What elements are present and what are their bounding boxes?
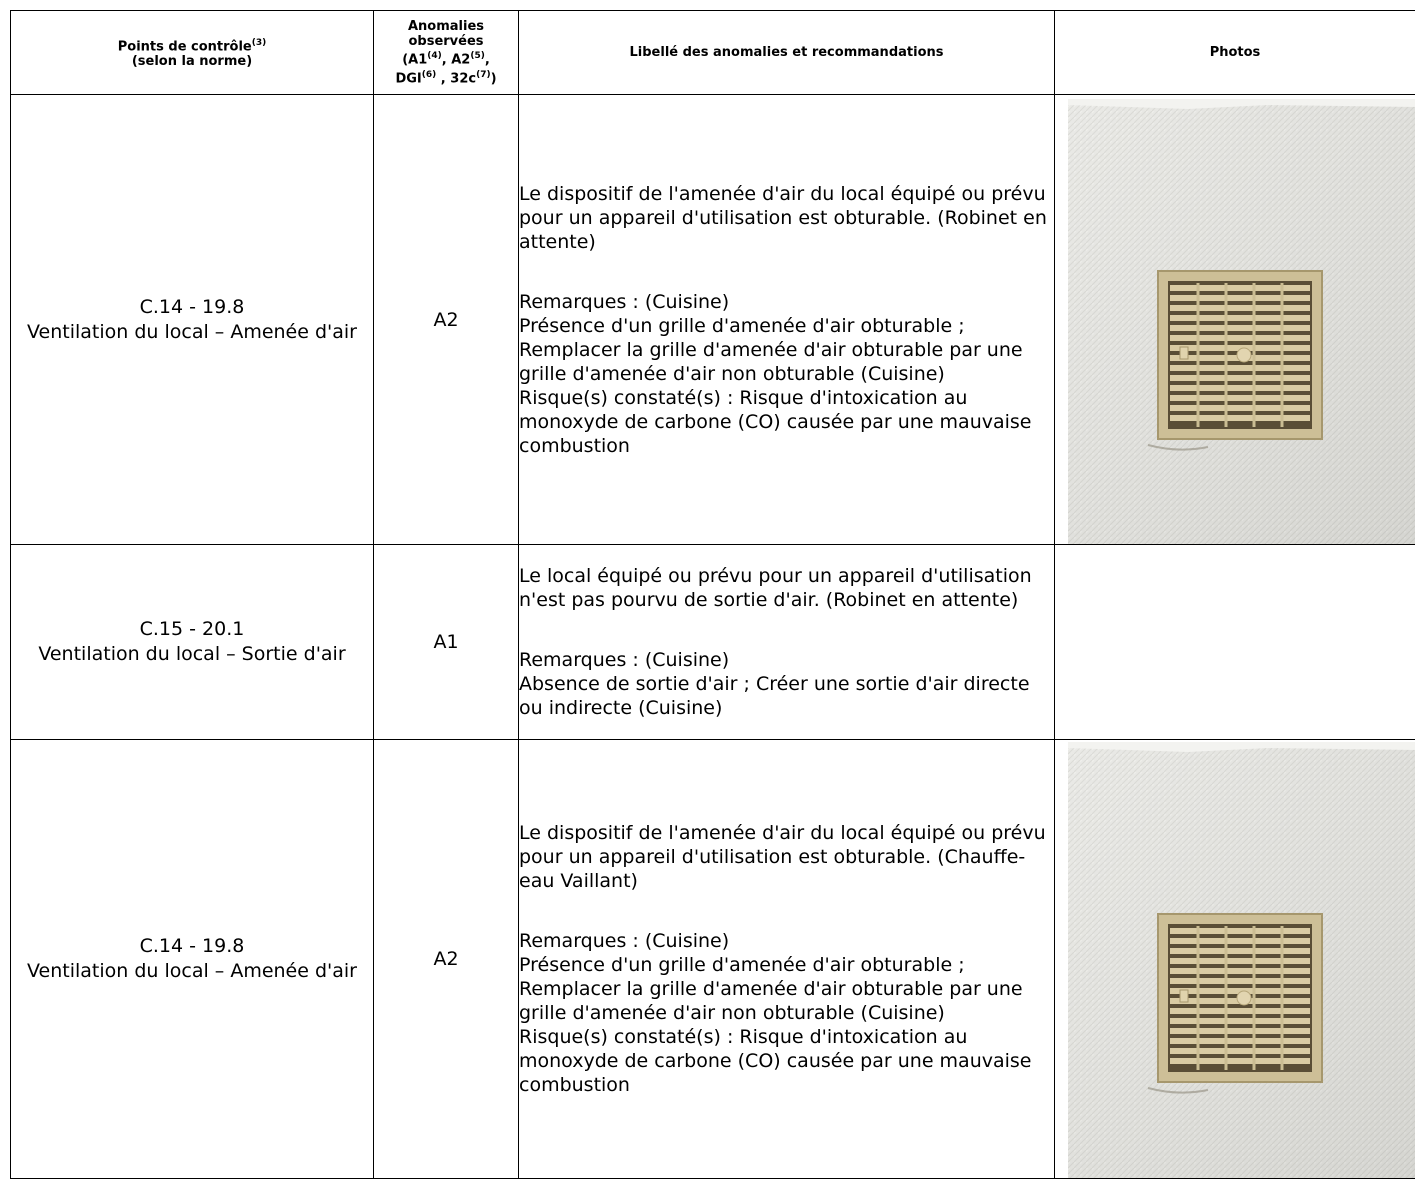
description-cell	[519, 545, 1055, 740]
description-cell	[519, 740, 1055, 1179]
header-text: observées	[374, 34, 518, 49]
header-anomalies	[374, 11, 519, 95]
remarks-text: Présence d'un grille d'amenée d'air obturable ; Remplacer la grille d'amenée d'air obturable par une grille d'amenée d'air non obturable (Cuisine)	[519, 314, 1054, 386]
remarks-text: Présence d'un grille d'amenée d'air obturable ; Remplacer la grille d'amenée d'air obturable par une grille d'amenée d'air non obturable (Cuisine)	[519, 953, 1054, 1025]
photo-cell	[1055, 95, 1415, 545]
header-text: )	[491, 71, 497, 86]
anomalies-table	[10, 10, 1415, 1179]
anomaly-description: Le local équipé ou prévu pour un appareil d'utilisation n'est pas pourvu de sortie d'air. (Robinet en attente)	[519, 564, 1054, 612]
header-text: (A1	[402, 53, 427, 68]
control-point-label: Ventilation du local – Amenée d'air	[11, 320, 373, 345]
anomaly-description: Le dispositif de l'amenée d'air du local équipé ou prévu pour un appareil d'utilisation est obturable. (Robinet en attente)	[519, 182, 1054, 254]
remarks-title: Remarques : (Cuisine)	[519, 929, 1054, 953]
footnote-ref: (7)	[476, 70, 491, 80]
control-point-code: C.14 - 19.8	[11, 934, 373, 959]
header-text: DGI	[395, 71, 421, 86]
air-inlet-grille-photo	[1068, 742, 1415, 1178]
header-text: , A2	[442, 53, 471, 68]
photo-cell	[1055, 740, 1415, 1179]
remarks-title: Remarques : (Cuisine)	[519, 648, 1054, 672]
photo-cell-empty	[1055, 545, 1415, 740]
anomaly-code: A2	[374, 740, 519, 1179]
header-description: Libellé des anomalies et recommandations	[519, 11, 1055, 95]
control-point-code: C.15 - 20.1	[11, 617, 373, 642]
header-row	[11, 11, 1415, 95]
table-row	[11, 740, 1415, 1179]
risk-text: Risque(s) constaté(s) : Risque d'intoxication au monoxyde de carbone (CO) causée par une mauvaise combustion	[519, 386, 1054, 458]
remarks-text: Absence de sortie d'air ; Créer une sortie d'air directe ou indirecte (Cuisine)	[519, 672, 1054, 720]
control-point-code: C.14 - 19.8	[11, 295, 373, 320]
footnote-ref: (4)	[427, 51, 442, 61]
header-text: (selon la norme)	[11, 54, 373, 69]
table-row	[11, 95, 1415, 545]
header-control-points	[11, 11, 374, 95]
header-text: Points de contrôle	[118, 39, 252, 54]
control-point-label: Ventilation du local – Sortie d'air	[11, 642, 373, 667]
header-text: , 32c	[436, 71, 476, 86]
control-point-cell	[11, 95, 374, 545]
control-point-cell	[11, 545, 374, 740]
anomaly-code: A2	[374, 95, 519, 545]
control-point-cell	[11, 740, 374, 1179]
footnote-ref: (3)	[252, 38, 267, 48]
footnote-ref: (5)	[470, 51, 485, 61]
air-inlet-grille-photo	[1068, 99, 1415, 544]
header-photos: Photos	[1055, 11, 1415, 95]
control-point-label: Ventilation du local – Amenée d'air	[11, 959, 373, 984]
footnote-ref: (6)	[422, 70, 437, 80]
table-row	[11, 545, 1415, 740]
risk-text: Risque(s) constaté(s) : Risque d'intoxication au monoxyde de carbone (CO) causée par une mauvaise combustion	[519, 1025, 1054, 1097]
anomaly-description: Le dispositif de l'amenée d'air du local équipé ou prévu pour un appareil d'utilisation est obturable. (Chauffe-eau Vaillant)	[519, 821, 1054, 893]
anomaly-code: A1	[374, 545, 519, 740]
description-cell	[519, 95, 1055, 545]
header-text: ,	[485, 53, 490, 68]
remarks-title: Remarques : (Cuisine)	[519, 290, 1054, 314]
header-text: Anomalies	[374, 19, 518, 34]
